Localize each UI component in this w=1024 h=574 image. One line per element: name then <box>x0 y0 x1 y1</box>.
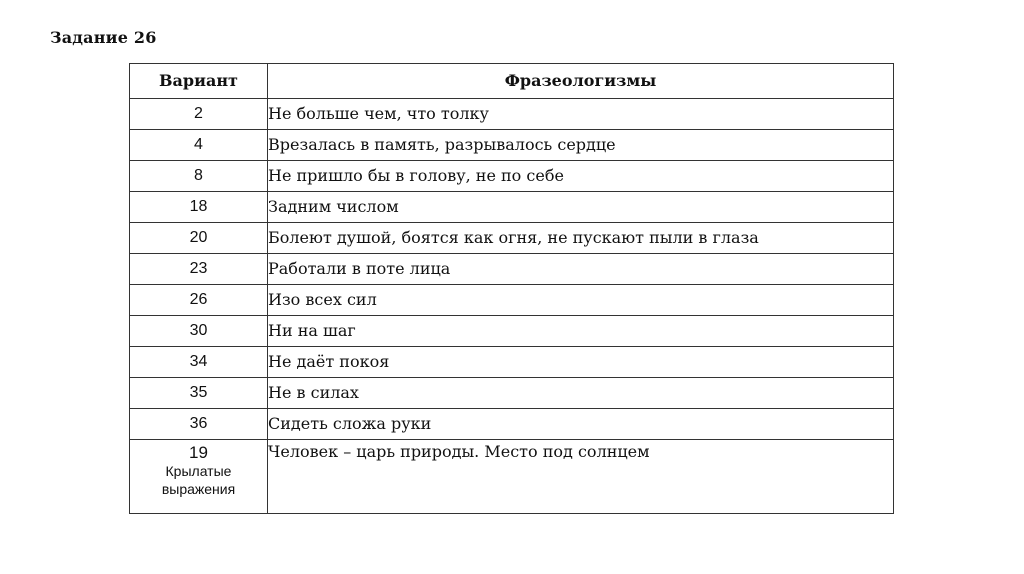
variant-column-header: Вариант <box>130 64 268 99</box>
table-row <box>130 192 894 223</box>
table-row <box>130 285 894 316</box>
variant-cell: 35 <box>130 378 268 409</box>
table-row <box>130 347 894 378</box>
phrase-cell: Человек – царь природы. Место под солнцем <box>268 440 894 514</box>
variant-cell: 26 <box>130 285 268 316</box>
phrases-column-header: Фразеологизмы <box>268 64 894 99</box>
variant-cell: 30 <box>130 316 268 347</box>
phraseology-table <box>129 63 894 514</box>
table-row <box>130 223 894 254</box>
table-header-row <box>130 64 894 99</box>
phrase-cell: Болеют душой, боятся как огня, не пускают пыли в глаза <box>268 223 894 254</box>
variant-cell: 20 <box>130 223 268 254</box>
phrase-cell: Не в силах <box>268 378 894 409</box>
phrase-cell: Врезалась в память, разрывалось сердце <box>268 130 894 161</box>
variant-cell: 18 <box>130 192 268 223</box>
table-row <box>130 254 894 285</box>
table-row <box>130 99 894 130</box>
table-row <box>130 316 894 347</box>
table-row <box>130 378 894 409</box>
variant-cell: 36 <box>130 409 268 440</box>
phrase-cell: Сидеть сложа руки <box>268 409 894 440</box>
variant-cell: 2 <box>130 99 268 130</box>
table-row-idioms <box>130 440 894 514</box>
task-title: Задание 26 <box>50 28 157 47</box>
phrase-cell: Не даёт покоя <box>268 347 894 378</box>
variant-note: Крылатые выражения <box>161 463 236 497</box>
table-row <box>130 130 894 161</box>
phrase-cell: Работали в поте лица <box>268 254 894 285</box>
phrase-cell: Не больше чем, что толку <box>268 99 894 130</box>
phrase-cell: Не пришло бы в голову, не по себе <box>268 161 894 192</box>
table-row <box>130 161 894 192</box>
variant-cell: 4 <box>130 130 268 161</box>
variant-cell: 23 <box>130 254 268 285</box>
variant-cell: 34 <box>130 347 268 378</box>
phrase-cell: Задним числом <box>268 192 894 223</box>
variant-cell <box>130 440 268 514</box>
variant-cell: 8 <box>130 161 268 192</box>
phrase-cell: Изо всех сил <box>268 285 894 316</box>
table-row <box>130 409 894 440</box>
phrase-cell: Ни на шаг <box>268 316 894 347</box>
variant-number: 19 <box>189 443 208 462</box>
